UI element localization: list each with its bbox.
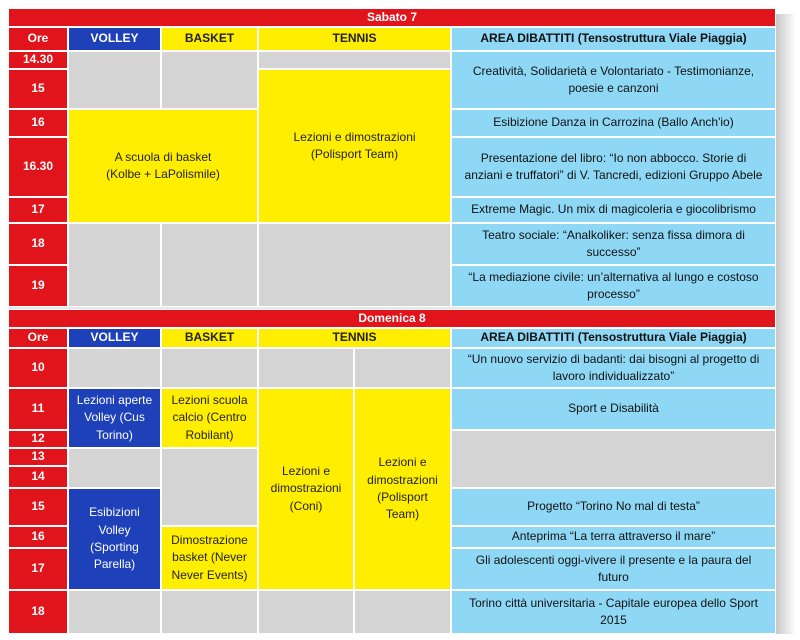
event-basket: Lezioni scuola calcio (Centro Robilant) [161,388,258,448]
time-label: 10 [8,348,68,388]
empty-slot [68,223,161,307]
table-shadow [776,14,796,634]
empty-slot [258,348,354,388]
empty-slot [161,223,258,307]
empty-slot [161,448,258,526]
empty-slot [258,590,354,634]
event-volley: Esibizioni Volley (Sporting Parella) [68,488,161,590]
col-header-tennis: TENNIS [258,328,451,348]
event-basket: Dimostrazione basket (Never Never Events) [161,526,258,590]
time-label: 12 [8,430,68,448]
time-label: 19 [8,265,68,307]
col-header-ore: Ore [8,27,68,51]
event-volley: Lezioni aperte Volley (Cus Torino) [68,388,161,448]
empty-slot [354,348,451,388]
col-header-volley: VOLLEY [68,27,161,51]
area-event: “La mediazione civile: un’alternativa al lungo e costoso processo” [451,265,776,307]
area-event: Creatività, Solidarietà e Volontariato - Testimonianze, poesie e canzoni [451,51,776,109]
time-label: 16 [8,109,68,137]
time-label: 14 [8,466,68,488]
empty-slot [354,590,451,634]
area-event: Torino città universitaria - Capitale europea dello Sport 2015 [451,590,776,634]
empty-slot [68,590,161,634]
area-event: Gli adolescenti oggi-vivere il presente e la paura del futuro [451,548,776,590]
area-event: Extreme Magic. Un mix di magicoleria e giocolibrismo [451,197,776,223]
event-basket: A scuola di basket (Kolbe + LaPolismile) [68,109,258,223]
day-header-domenica: Domenica 8 [8,309,776,328]
col-header-tennis: TENNIS [258,27,451,51]
area-event: Esibizione Danza in Carrozina (Ballo Anch'io) [451,109,776,137]
area-event: Presentazione del libro: “Io non abbocco. Storie di anziani e truffatori” di V. Tancredi, edizioni Gruppo Abele [451,137,776,197]
col-header-basket: BASKET [161,27,258,51]
time-label: 16.30 [8,137,68,197]
day-header-sabato: Sabato 7 [8,8,776,27]
time-label: 18 [8,223,68,265]
col-header-area: AREA DIBATTITI (Tensostruttura Viale Piaggia) [451,328,776,348]
time-label: 17 [8,197,68,223]
time-label: 15 [8,488,68,526]
area-event: Teatro sociale: “Analkoliker: senza fissa dimora di successo” [451,223,776,265]
col-header-area: AREA DIBATTITI (Tensostruttura Viale Piaggia) [451,27,776,51]
time-label: 15 [8,69,68,109]
area-event: Sport e Disabilità [451,388,776,430]
col-header-ore: Ore [8,328,68,348]
empty-slot [161,51,258,109]
event-tennis: Lezioni e dimostrazioni (Polisport Team) [258,69,451,223]
time-label: 11 [8,388,68,430]
time-label: 18 [8,590,68,634]
empty-slot [161,348,258,388]
area-event: “Un nuovo servizio di badanti: dai bisogni al progetto di lavoro individualizzato” [451,348,776,388]
event-tennis: Lezioni e dimostrazioni (Polisport Team) [354,388,451,590]
event-tennis: Lezioni e dimostrazioni (Coni) [258,388,354,590]
time-label: 13 [8,448,68,466]
time-label: 14.30 [8,51,68,69]
area-event: Anteprima “La terra attraverso il mare” [451,526,776,548]
area-event: Progetto “Torino No mal di testa” [451,488,776,526]
empty-slot [68,448,161,488]
empty-slot [258,223,451,307]
col-header-volley: VOLLEY [68,328,161,348]
empty-slot [68,348,161,388]
empty-slot [68,51,161,109]
empty-slot [451,430,776,488]
empty-slot [258,51,451,69]
col-header-basket: BASKET [161,328,258,348]
time-label: 16 [8,526,68,548]
time-label: 17 [8,548,68,590]
empty-slot [161,590,258,634]
